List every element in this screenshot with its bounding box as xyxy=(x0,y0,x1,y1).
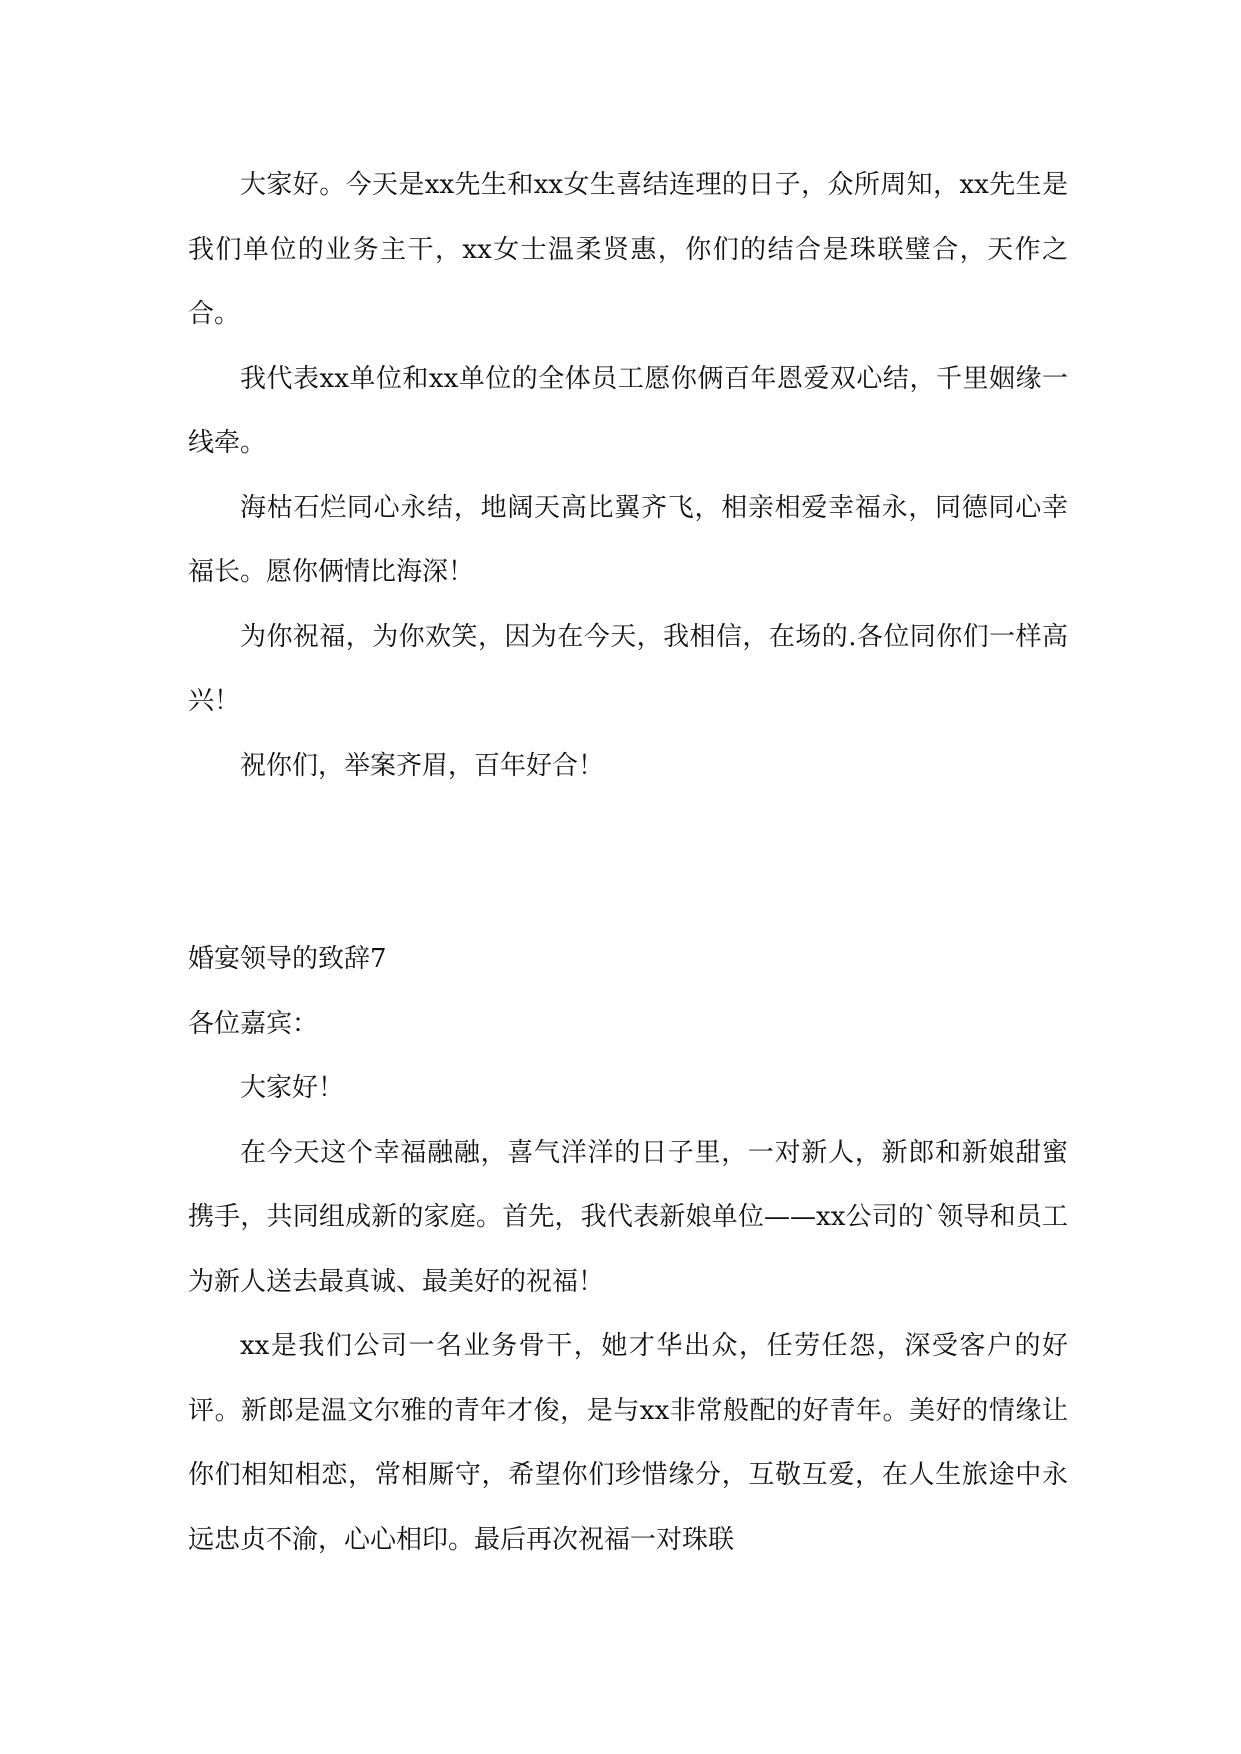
paragraph: xx是我们公司一名业务骨干，她才华出众，任劳任怨，深受客户的好评。新郎是温文尔雅的青年才俊，是与xx非常般配的好青年。美好的情缘让你们相知相恋，常相厮守，希望你们珍惜缘分，互敬互爱，在人生旅途中永远忠贞不渝，心心相印。最后再次祝福一对珠联 xyxy=(188,1331,1068,1555)
paragraph: 大家好！ xyxy=(240,1073,345,1103)
paragraph: 大家好。今天是xx先生和xx女生喜结连理的日子，众所周知，xx先生是我们单位的业务主干，xx女士温柔贤惠，你们的结合是珠联璧合，天作之合。 xyxy=(188,170,1068,329)
document-body xyxy=(188,153,1068,1572)
paragraph: 祝你们，举案齐眉，百年好合！ xyxy=(240,750,605,781)
paragraph: 为你祝福，为你欢笑，因为在今天，我相信，在场的.各位同你们一样高兴！ xyxy=(188,621,1068,716)
paragraph: 在今天这个幸福融融，喜气洋洋的日子里，一对新人，新郎和新娘甜蜜携手，共同组成新的家庭。首先，我代表新娘单位——xx公司的`领导和员工为新人送去最真诚、最美好的祝福！ xyxy=(188,1137,1068,1297)
section-gap xyxy=(188,798,1068,927)
paragraph: 海枯石烂同心永结，地阔天高比翼齐飞，相亲相爱幸福永，同德同心幸福长。愿你俩情比海深！ xyxy=(188,492,1068,587)
salutation: 各位嘉宾： xyxy=(188,1008,319,1039)
section-title: 婚宴领导的致辞7 xyxy=(188,944,387,974)
paragraph: 我代表xx单位和xx单位的全体员工愿你俩百年恩爱双心结，千里姻缘一线牵。 xyxy=(188,363,1068,458)
